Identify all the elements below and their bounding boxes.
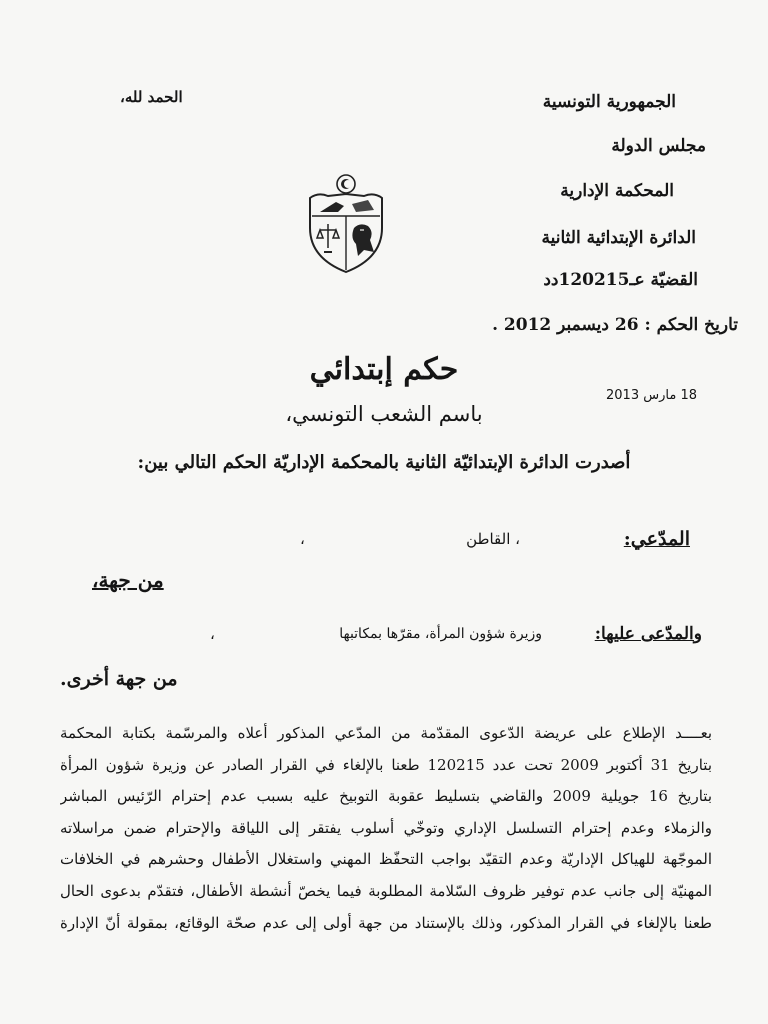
document-title: حكم إبتدائي xyxy=(309,352,459,387)
body-line: بتاريخ 31 أكتوبر 2009 تحت عدد 120215 طعنا بالإلغاء في القرار الصادر عن وزيرة شؤون المرأة xyxy=(60,755,712,774)
case-number: القضيّة عـ120215دد xyxy=(543,270,698,290)
court-heading: المحكمة الإدارية xyxy=(560,181,674,201)
defendant-label: والمدّعى عليها: xyxy=(594,624,702,644)
body-line: الموجّهة للهياكل الإداريّة وعدم التقيّد بواجب التحفّظ المهني واستغلال الأطفال وحشرهم في الخلافات xyxy=(60,850,712,869)
body-line: والزملاء وعدم إحترام التسلسل الإداري وتوخّي أسلوب يفتقر إلى اللياقة والإحترام ضمن مراسلاته xyxy=(60,818,712,837)
blank-comma: ، xyxy=(210,625,215,643)
issued-by-line: أصدرت الدائرة الإبتدائيّة الثانية بالمحكمة الإداريّة الحكم التالي بين: xyxy=(137,452,631,473)
body-line: المهنيّة إلى جانب عدم توفير ظروف السّلامة المطلوبة فيما يخصّ أنشطة الأطفال، فتقدّم بدعوى الحال xyxy=(60,881,712,900)
document-subtitle: باسم الشعب التونسي، xyxy=(285,402,483,426)
plaintiff-residence: ، القاطن xyxy=(466,530,520,548)
date-stamp: 18 مارس 2013 xyxy=(606,388,697,403)
opening-phrase: الحمد لله، xyxy=(120,88,183,106)
chamber-heading: الدائرة الإبتدائية الثانية xyxy=(541,228,696,248)
plaintiff-label: المدّعي: xyxy=(623,528,690,550)
party-other-label: من جهة أخرى. xyxy=(60,668,178,690)
council-heading: مجلس الدولة xyxy=(611,136,706,156)
body-line: بتاريخ 16 جويلية 2009 والقاضي بتسليط عقوبة التوبيخ عليه بسبب عدم إحترام الرّئيس المباشر xyxy=(60,787,712,806)
defendant-description: وزيرة شؤون المرأة، مقرّها بمكاتبها xyxy=(339,626,542,642)
coat-of-arms-emblem xyxy=(298,172,394,276)
republic-heading: الجمهورية التونسية xyxy=(542,92,676,112)
judgment-date: تاريخ الحكم : 26 ديسمبر 2012 . xyxy=(492,315,738,335)
blank-comma: ، xyxy=(300,530,305,548)
body-line: طعنا بالإلغاء في القرار المذكور، وذلك بالإستناد من جهة أولى إلى عدم صحّة الوقائع، بمقولة أنّ الإدارة xyxy=(60,913,712,932)
judgment-body xyxy=(60,718,712,939)
body-line: بعــــد الإطلاع على عريضة الدّعوى المقدّمة من المدّعي المذكور أعلاه والمرسّمة بكتابة المحكمة xyxy=(60,724,712,742)
party-one-label: من جهة، xyxy=(92,568,164,592)
